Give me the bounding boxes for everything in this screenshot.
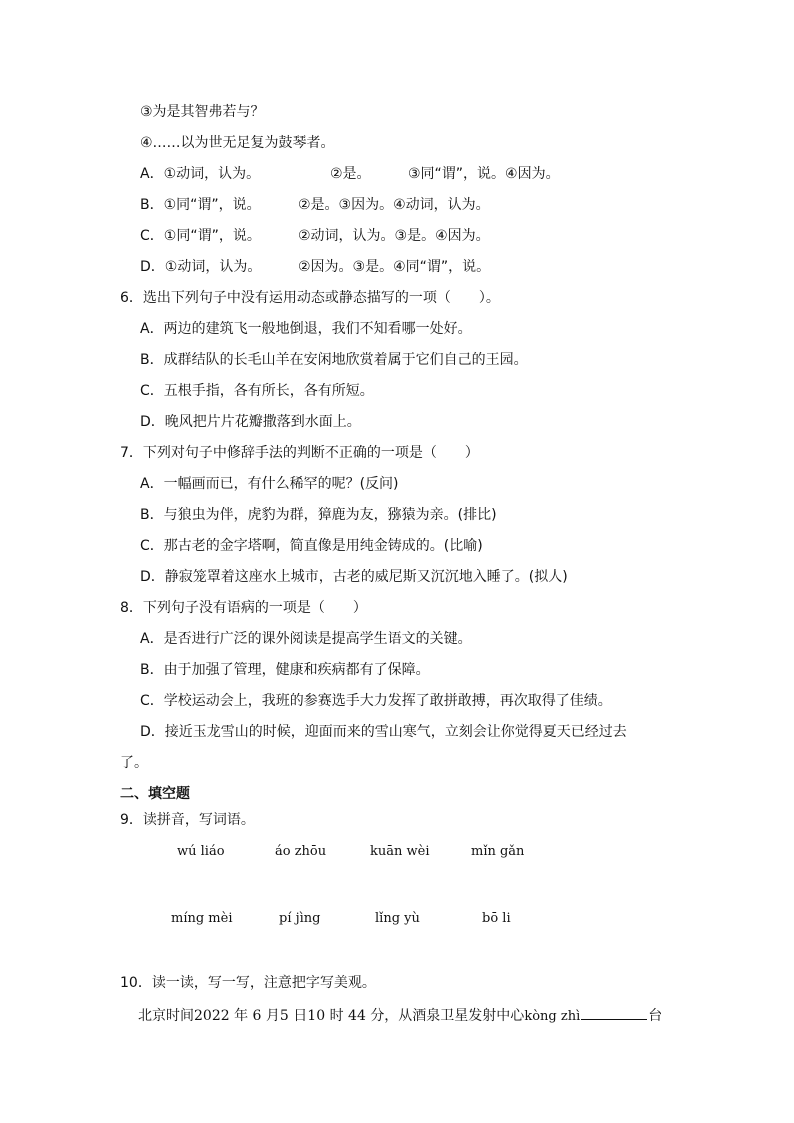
q8-stem: 8．下列句子没有语病的一项是（ ） xyxy=(120,600,367,616)
q7-option-d[interactable]: D．静寂笼罩着这座水上城市，古老的威尼斯又沉沉地入睡了。(拟人) xyxy=(140,569,568,585)
q9-stem: 9．读拼音，写词语。 xyxy=(120,812,255,828)
q6-option-a[interactable]: A．两边的建筑飞一般地倒退，我们不知看哪一处好。 xyxy=(140,321,472,337)
q8-option-b[interactable]: B．由于加强了管理，健康和疾病都有了保障。 xyxy=(140,662,430,678)
option-letter: A． xyxy=(140,166,164,182)
option-part: ①动词，认为。 xyxy=(164,259,262,275)
sentence-text: 分，从酒泉卫星发射中心 xyxy=(370,1008,525,1024)
q8-option-d[interactable]: D．接近玉龙雪山的时候，迎面而来的雪山寒气，立刻会让你觉得夏天已经过去 xyxy=(140,724,627,740)
q5-option-c[interactable] xyxy=(140,227,660,245)
option-part: ②是。③因为。④动词，认为。 xyxy=(298,197,490,213)
section-heading: 二、填空题 xyxy=(120,786,190,802)
q10-stem: 10．读一读，写一写，注意把字写美观。 xyxy=(120,975,376,991)
day-value: 5 xyxy=(279,1008,289,1024)
q6-option-b[interactable]: B．成群结队的长毛山羊在安闲地欣赏着属于它们自己的王园。 xyxy=(140,352,528,368)
pinyin-prompt: lǐng yù xyxy=(375,911,420,926)
option-part: ③同“谓”，说。④因为。 xyxy=(408,166,560,182)
option-part: ①同“谓”，说。 xyxy=(163,228,261,244)
q5-option-b[interactable] xyxy=(140,196,660,214)
sentence-text: 年 xyxy=(234,1008,249,1024)
q7-option-a[interactable]: A．一幅画而已，有什么稀罕的呢？(反问) xyxy=(140,476,399,492)
q7-stem: 7．下列对句子中修辞手法的判断不正确的一项是（ ） xyxy=(120,445,479,461)
pinyin-prompt: míng mèi xyxy=(171,911,233,926)
pinyin-prompt: kuān wèi xyxy=(370,844,430,859)
option-part: ②因为。③是。④同“谓”，说。 xyxy=(298,259,491,275)
q8-option-d-continuation: 了。 xyxy=(120,755,148,771)
sentence-text: 北京时间 xyxy=(138,1008,194,1024)
pinyin-prompt: wú liáo xyxy=(177,844,225,859)
option-letter: C． xyxy=(140,228,164,244)
q5-option-a[interactable] xyxy=(140,165,660,183)
q8-option-a[interactable]: A．是否进行广泛的课外阅读是提高学生语文的关键。 xyxy=(140,631,472,647)
q10-sentence xyxy=(138,1005,662,1026)
q6-option-c[interactable]: C．五根手指，各有所长，各有所短。 xyxy=(140,383,374,399)
option-letter: D． xyxy=(140,259,165,275)
pinyin-prompt: bō li xyxy=(482,911,511,926)
pinyin-prompt: kòng zhì xyxy=(524,1009,581,1024)
q6-option-d[interactable]: D．晚风把片片花瓣撒落到水面上。 xyxy=(140,414,361,430)
q5-item-4: ④……以为世无足复为鼓琴者。 xyxy=(140,135,335,151)
sentence-text: 月 xyxy=(265,1008,280,1024)
q7-option-c[interactable]: C．那古老的金字塔啊，简直像是用纯金铸成的。(比喻) xyxy=(140,538,483,554)
sentence-text: 台 xyxy=(648,1008,663,1024)
option-part: ②是。 xyxy=(330,166,371,182)
option-part: ①动词，认为。 xyxy=(163,166,261,182)
pinyin-prompt: pí jìng xyxy=(279,911,321,926)
month-value: 6 xyxy=(252,1008,262,1024)
pinyin-prompt: áo zhōu xyxy=(275,844,327,859)
answer-blank[interactable] xyxy=(581,1005,647,1020)
q6-stem: 6．选出下列句子中没有运用动态或静态描写的一项（ ）。 xyxy=(120,290,500,306)
q7-option-b[interactable]: B．与狼虫为伴，虎豹为群，獐鹿为友，猕猿为亲。(排比) xyxy=(140,507,497,523)
q5-item-3: ③为是其智弗若与？ xyxy=(140,104,265,120)
option-letter: B． xyxy=(140,197,164,213)
option-part: ②动词，认为。③是。④因为。 xyxy=(298,228,490,244)
year-value: 2022 xyxy=(194,1008,230,1024)
pinyin-prompt: mǐn gǎn xyxy=(471,844,525,859)
hour-value: 10 xyxy=(307,1008,326,1024)
option-part: ①同“谓”，说。 xyxy=(163,197,261,213)
minute-value: 44 xyxy=(348,1008,366,1024)
sentence-text: 时 xyxy=(329,1008,344,1024)
sentence-text: 日 xyxy=(293,1008,308,1024)
q8-option-c[interactable]: C．学校运动会上，我班的参赛选手大力发挥了敢拼敢搏，再次取得了佳绩。 xyxy=(140,693,612,709)
q5-option-d[interactable] xyxy=(140,258,660,276)
